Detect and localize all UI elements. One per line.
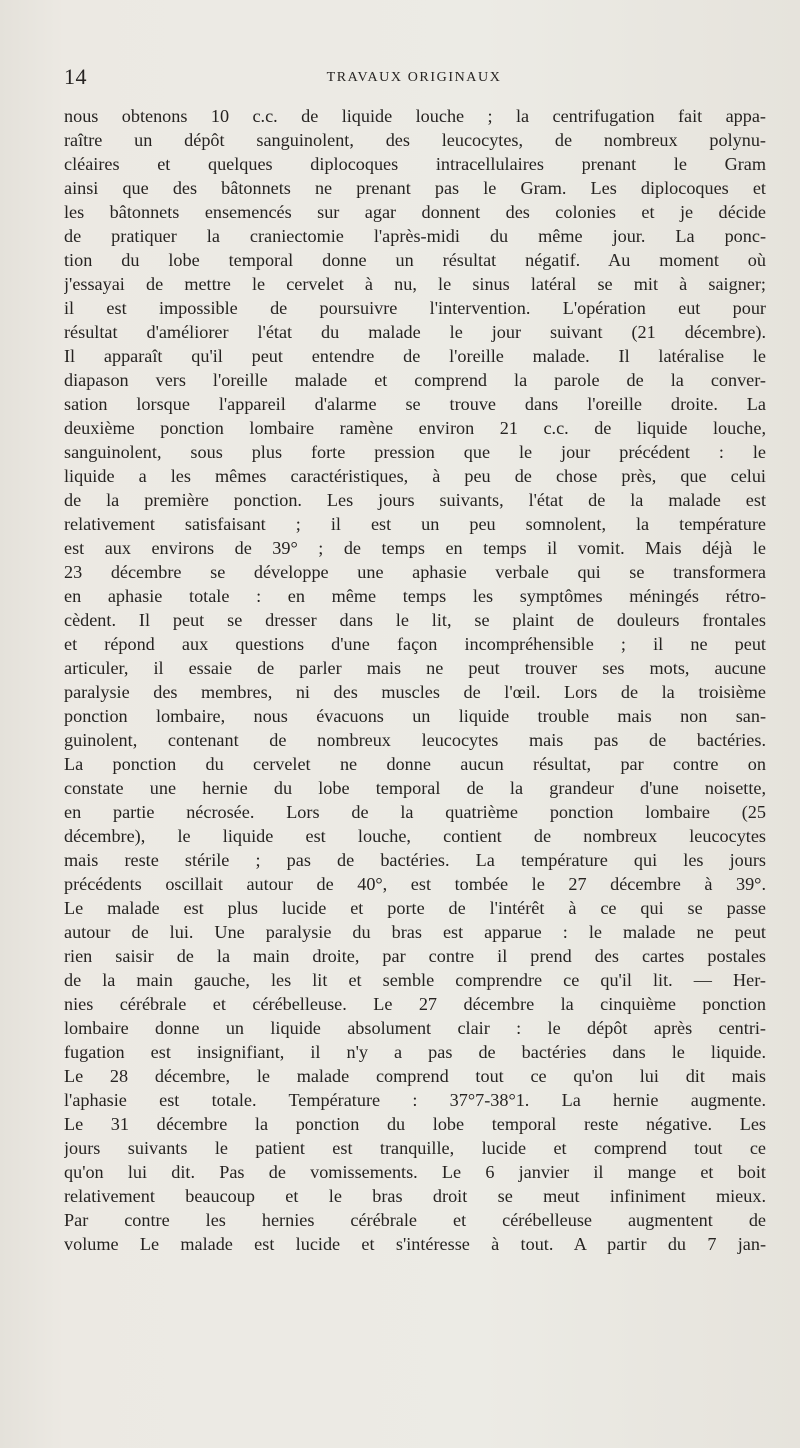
text-line: sanguinolent, sous plus forte pression que le jour précédent : le xyxy=(64,442,766,462)
text-line: nous obtenons 10 c.c. de liquide louche ; la centrifugation fait appa- xyxy=(64,106,766,126)
text-line: paralysie des membres, ni des muscles de l'œil. Lors de la troisième xyxy=(64,682,766,702)
text-line: il est impossible de poursuivre l'intervention. L'opération eut pour xyxy=(64,298,766,318)
text-line: deuxième ponction lombaire ramène environ 21 c.c. de liquide louche, xyxy=(64,418,766,438)
text-line: lombaire donne un liquide absolument clair : le dépôt après centri- xyxy=(64,1018,766,1038)
text-line: jours suivants le patient est tranquille, lucide et comprend tout ce xyxy=(64,1138,766,1158)
text-line: tion du lobe temporal donne un résultat négatif. Au moment où xyxy=(64,250,766,270)
text-line: Par contre les hernies cérébrale et cérébelleuse augmentent de xyxy=(64,1210,766,1230)
text-line: décembre), le liquide est louche, contient de nombreux leucocytes xyxy=(64,826,766,846)
text-line: qu'on lui dit. Pas de vomissements. Le 6 janvier il mange et boit xyxy=(64,1162,766,1182)
text-line: mais reste stérile ; pas de bactéries. La température qui les jours xyxy=(64,850,766,870)
text-line: constate une hernie du lobe temporal de la grandeur d'une noisette, xyxy=(64,778,766,798)
text-line: fugation est insignifiant, il n'y a pas de bactéries dans le liquide. xyxy=(64,1042,766,1062)
text-line: diapason vers l'oreille malade et comprend la parole de la conver- xyxy=(64,370,766,390)
text-line: raître un dépôt sanguinolent, des leucocytes, de nombreux polynu- xyxy=(64,130,766,150)
text-line: 23 décembre se développe une aphasie verbale qui se transformera xyxy=(64,562,766,582)
text-line: de pratiquer la craniectomie l'après-midi du même jour. La ponc- xyxy=(64,226,766,246)
text-line: Le malade est plus lucide et porte de l'intérêt à ce qui se passe xyxy=(64,898,766,918)
text-line: guinolent, contenant de nombreux leucocytes mais pas de bactéries. xyxy=(64,730,766,750)
text-line: relativement satisfaisant ; il est un peu somnolent, la température xyxy=(64,514,766,534)
text-line: Il apparaît qu'il peut entendre de l'oreille malade. Il latéralise le xyxy=(64,346,766,366)
text-line: ainsi que des bâtonnets ne prenant pas le Gram. Les diplocoques et xyxy=(64,178,766,198)
running-title: TRAVAUX ORIGINAUX xyxy=(326,70,502,85)
text-line: relativement beaucoup et le bras droit se meut infiniment mieux. xyxy=(64,1186,766,1206)
text-line: de la main gauche, les lit et semble comprendre ce qu'il lit. — Her- xyxy=(64,970,766,990)
text-line: les bâtonnets ensemencés sur agar donnent des colonies et je décide xyxy=(64,202,766,222)
text-line: Le 31 décembre la ponction du lobe temporal reste négative. Les xyxy=(64,1114,766,1134)
text-line: articuler, il essaie de parler mais ne peut trouver ses mots, aucune xyxy=(64,658,766,678)
text-line: liquide a les mêmes caractéristiques, à peu de chose près, que celui xyxy=(64,466,766,486)
text-line: nies cérébrale et cérébelleuse. Le 27 décembre la cinquième ponction xyxy=(64,994,766,1014)
body-text xyxy=(64,104,766,1256)
text-line: cléaires et quelques diplocoques intracellulaires prenant le Gram xyxy=(64,154,766,174)
page-number: 14 xyxy=(64,64,87,89)
text-line: en aphasie totale : en même temps les symptômes méningés rétro- xyxy=(64,586,766,606)
text-line: l'aphasie est totale. Température : 37°7-38°1. La hernie augmente. xyxy=(64,1090,766,1110)
text-line: sation lorsque l'appareil d'alarme se trouve dans l'oreille droite. La xyxy=(64,394,766,414)
text-line: de la première ponction. Les jours suivants, l'état de la malade est xyxy=(64,490,766,510)
text-line: précédents oscillait autour de 40°, est tombée le 27 décembre à 39°. xyxy=(64,874,766,894)
text-line: cèdent. Il peut se dresser dans le lit, se plaint de douleurs frontales xyxy=(64,610,766,630)
text-line: ponction lombaire, nous évacuons un liquide trouble mais non san- xyxy=(64,706,766,726)
text-line: résultat d'améliorer l'état du malade le jour suivant (21 décembre). xyxy=(64,322,766,342)
text-line: j'essayai de mettre le cervelet à nu, le sinus latéral se mit à saigner; xyxy=(64,274,766,294)
text-line: Le 28 décembre, le malade comprend tout ce qu'on lui dit mais xyxy=(64,1066,766,1086)
text-line: volume Le malade est lucide et s'intéresse à tout. A partir du 7 jan- xyxy=(64,1234,766,1254)
text-line: rien saisir de la main droite, par contre il prend des cartes postales xyxy=(64,946,766,966)
text-line: et répond aux questions d'une façon incompréhensible ; il ne peut xyxy=(64,634,766,654)
page-header xyxy=(64,64,764,94)
text-line: autour de lui. Une paralysie du bras est apparue : le malade ne peut xyxy=(64,922,766,942)
text-line: est aux environs de 39° ; de temps en temps il vomit. Mais déjà le xyxy=(64,538,766,558)
text-line: en partie nécrosée. Lors de la quatrième ponction lombaire (25 xyxy=(64,802,766,822)
text-line: La ponction du cervelet ne donne aucun résultat, par contre on xyxy=(64,754,766,774)
